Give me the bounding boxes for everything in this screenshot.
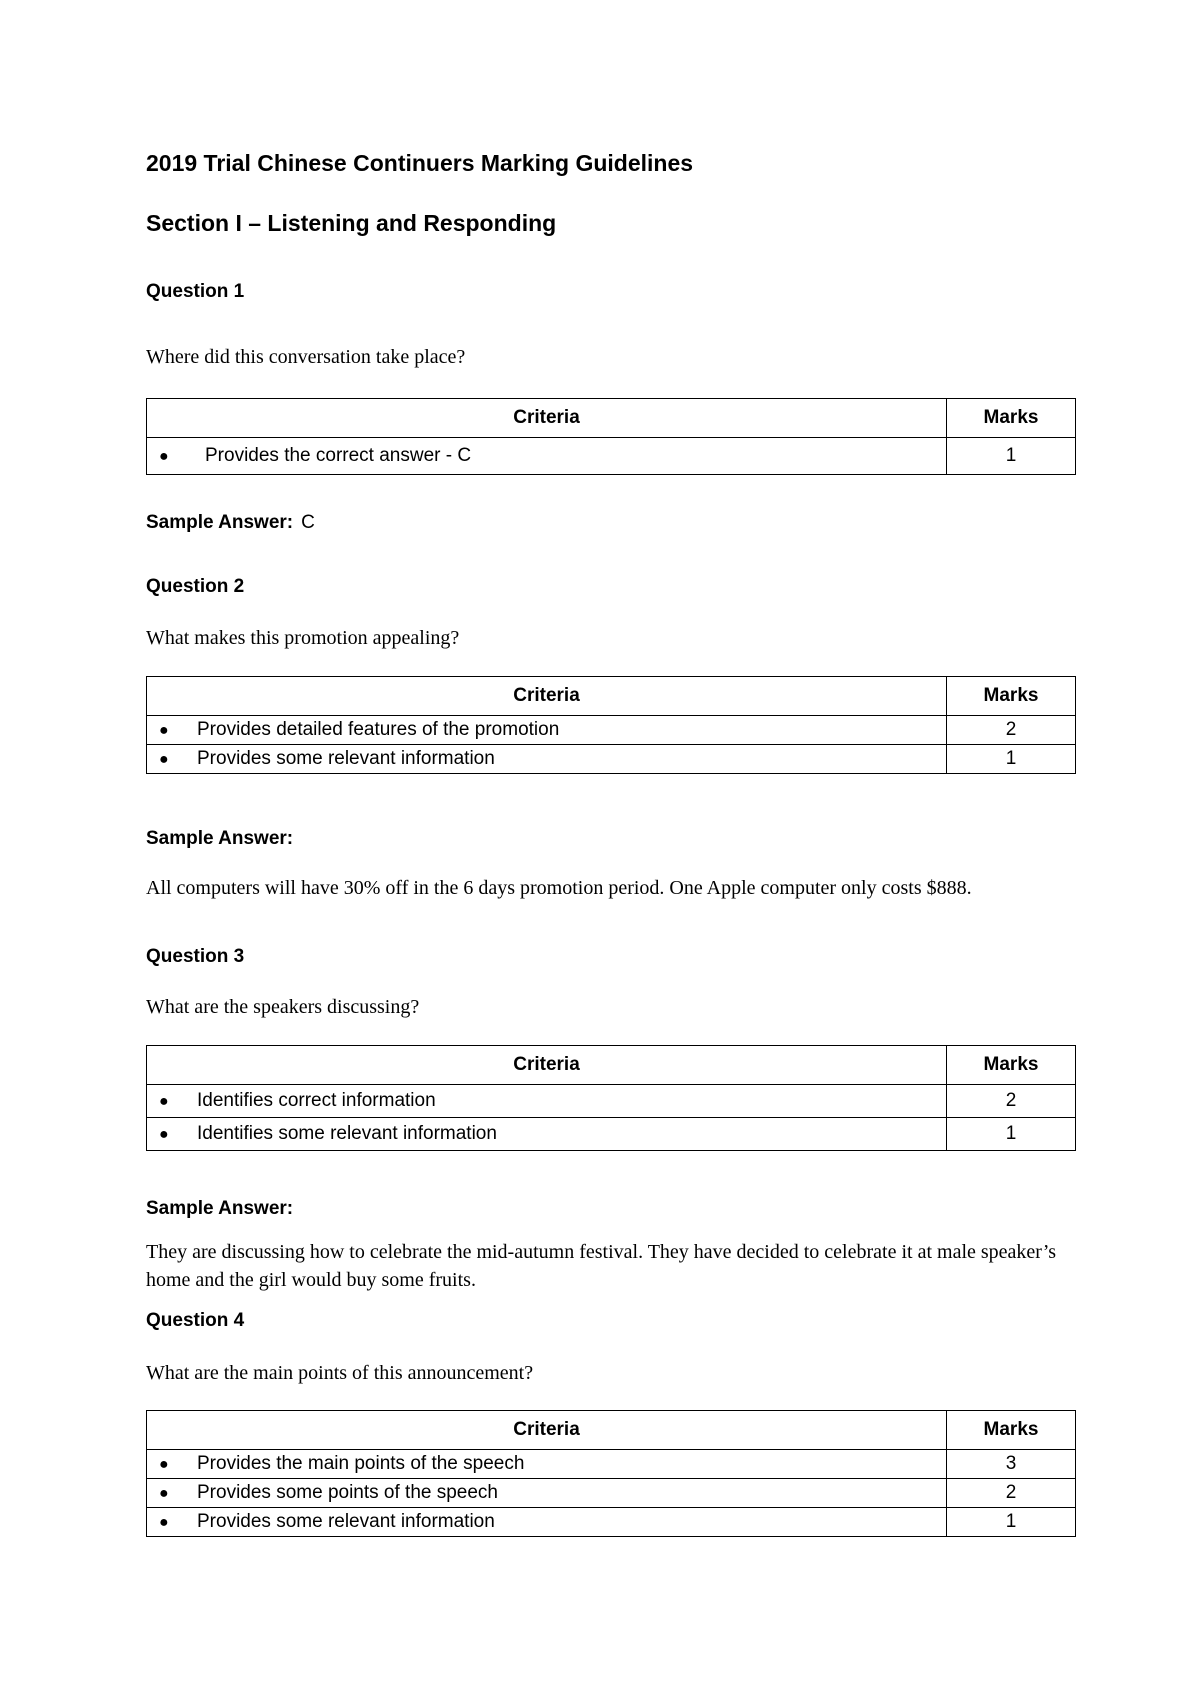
criterion-marks: 1 xyxy=(947,438,1076,475)
table-header-row xyxy=(147,399,1076,438)
criterion-marks: 1 xyxy=(947,1508,1076,1537)
table-header-row xyxy=(147,677,1076,716)
criterion-marks: 1 xyxy=(947,745,1076,774)
criterion-label: Provides detailed features of the promotion xyxy=(197,719,560,740)
question-2-sample-label: Sample Answer: xyxy=(146,828,294,849)
table-row xyxy=(147,1450,1076,1479)
criterion-marks: 2 xyxy=(947,716,1076,745)
criterion-marks: 2 xyxy=(947,1085,1076,1118)
criteria-header: Criteria xyxy=(147,399,947,438)
question-2-heading: Question 2 xyxy=(146,576,245,597)
question-1-heading: Question 1 xyxy=(146,281,245,302)
table-row xyxy=(147,1479,1076,1508)
criterion-label: Identifies some relevant information xyxy=(197,1123,497,1144)
criterion-label: Provides some relevant information xyxy=(197,748,495,769)
criterion-marks: 1 xyxy=(947,1118,1076,1151)
question-3-heading: Question 3 xyxy=(146,946,245,967)
question-3-sample-label: Sample Answer: xyxy=(146,1198,294,1219)
bullet-icon: ● xyxy=(159,1514,169,1531)
question-1-criteria-table xyxy=(146,398,1076,475)
question-1-sample-label xyxy=(146,512,315,534)
bullet-icon: ● xyxy=(159,1456,169,1473)
table-row xyxy=(147,1085,1076,1118)
table-row xyxy=(147,745,1076,774)
criterion-label: Provides the main points of the speech xyxy=(197,1453,525,1474)
question-4-heading: Question 4 xyxy=(146,1310,245,1331)
criteria-header: Criteria xyxy=(147,1046,947,1085)
marks-header: Marks xyxy=(947,399,1076,438)
sample-answer-label: Sample Answer: xyxy=(146,512,294,533)
question-3-criteria-table xyxy=(146,1045,1076,1151)
bullet-icon: ● xyxy=(159,751,169,768)
criterion-marks: 3 xyxy=(947,1450,1076,1479)
question-2-prompt: What makes this promotion appealing? xyxy=(146,627,460,649)
question-2-sample-answer: All computers will have 30% off in the 6 days promotion period. One Apple computer only costs $888. xyxy=(146,877,972,899)
table-row xyxy=(147,1118,1076,1151)
marks-header: Marks xyxy=(947,1046,1076,1085)
question-4-criteria-table xyxy=(146,1410,1076,1537)
criteria-header: Criteria xyxy=(147,1411,947,1450)
bullet-icon: ● xyxy=(159,1126,169,1143)
bullet-icon: ● xyxy=(159,448,169,465)
table-row xyxy=(147,438,1076,475)
question-2-criteria-table xyxy=(146,676,1076,774)
criterion-label: Provides some points of the speech xyxy=(197,1482,499,1503)
document-title: 2019 Trial Chinese Continuers Marking Guidelines xyxy=(146,150,694,176)
bullet-icon: ● xyxy=(159,722,169,739)
marks-header: Marks xyxy=(947,1411,1076,1450)
table-header-row xyxy=(147,1411,1076,1450)
question-3-sample-answer: They are discussing how to celebrate the mid-autumn festival. They have decided to celebrate it at male speaker’s home and the girl would buy some fruits. xyxy=(146,1241,1057,1291)
sample-answer-text: C xyxy=(301,512,315,533)
criterion-label: Identifies correct information xyxy=(197,1090,436,1111)
bullet-icon: ● xyxy=(159,1485,169,1502)
marks-header: Marks xyxy=(947,677,1076,716)
criteria-header: Criteria xyxy=(147,677,947,716)
criterion-marks: 2 xyxy=(947,1479,1076,1508)
criterion-label: Provides the correct answer - C xyxy=(205,445,472,466)
question-4-prompt: What are the main points of this announcement? xyxy=(146,1362,534,1384)
table-row xyxy=(147,1508,1076,1537)
table-row xyxy=(147,716,1076,745)
question-3-prompt: What are the speakers discussing? xyxy=(146,996,420,1018)
section-title: Section I – Listening and Responding xyxy=(146,210,557,236)
criterion-label: Provides some relevant information xyxy=(197,1511,495,1532)
bullet-icon: ● xyxy=(159,1093,169,1110)
table-header-row xyxy=(147,1046,1076,1085)
question-1-prompt: Where did this conversation take place? xyxy=(146,346,466,368)
